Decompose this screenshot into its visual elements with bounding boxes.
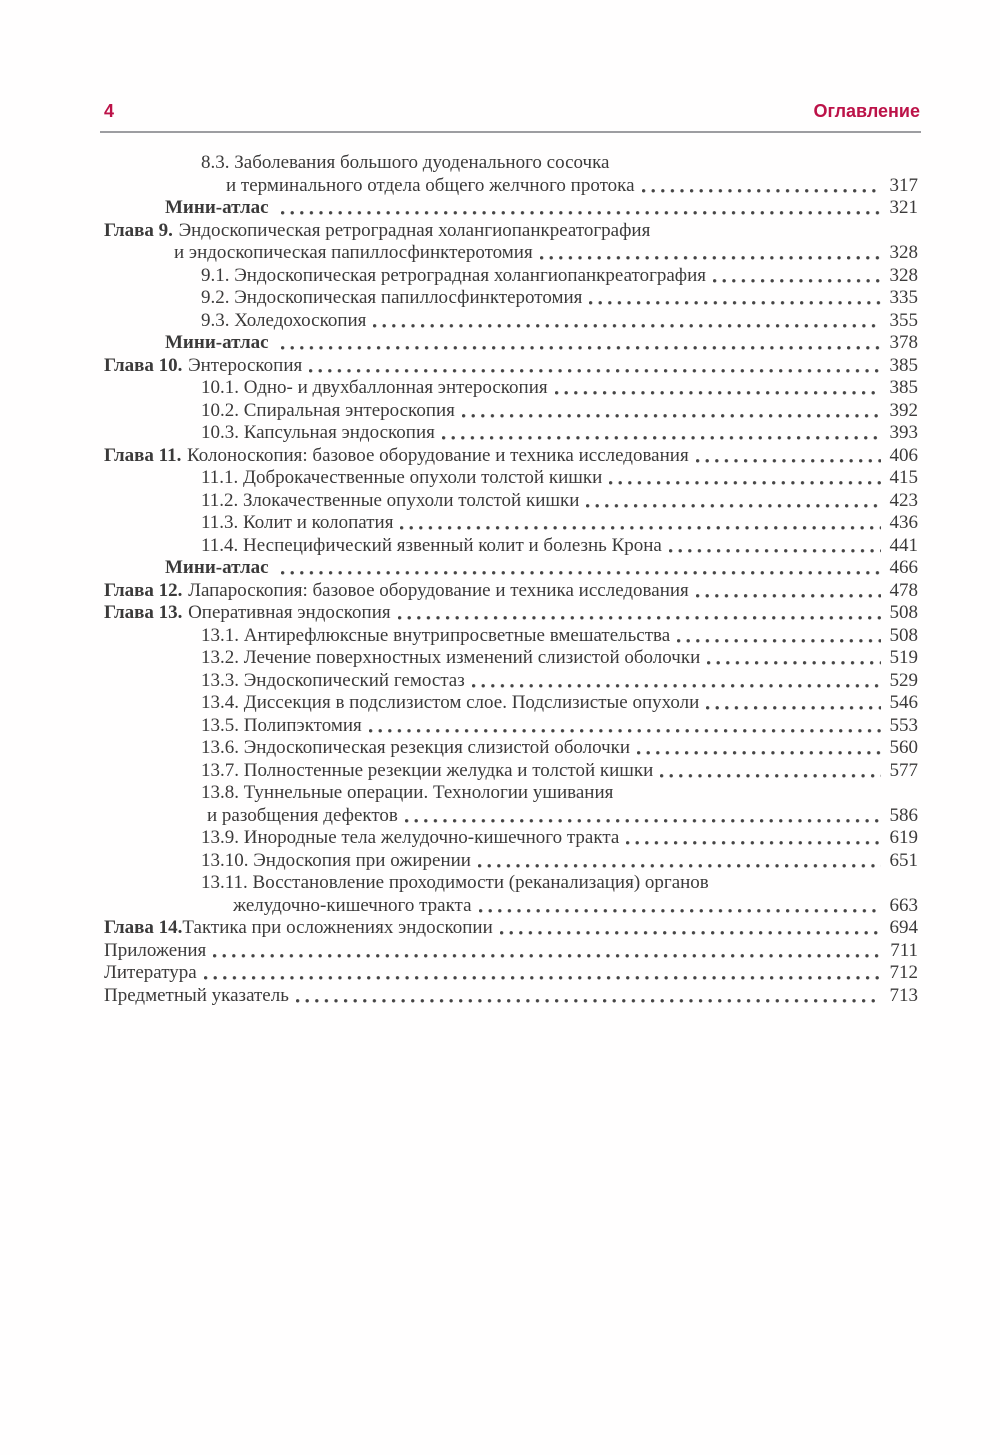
toc-entry-text: 9.2. Эндоскопическая папиллосфинктеротомия [201,287,583,308]
toc-entry-text: Колоноскопия: базовое оборудование и техника исследования [187,444,689,466]
toc-entry-page: 317 [889,174,918,196]
toc-entry [104,197,918,220]
toc-entry-text: 13.2. Лечение поверхностных изменений слизистой оболочки [201,647,701,668]
toc-entry-page: 694 [889,917,918,938]
dot-leader [540,242,881,265]
toc-entry-page: 619 [889,827,918,848]
toc-entry-page: 560 [889,737,918,758]
toc-entry-text: и эндоскопическая папиллосфинктеротомия [174,242,533,263]
toc-entry-text: 13.6. Эндоскопическая резекция слизистой оболочки [201,737,631,758]
dot-leader [637,737,881,760]
toc-entry-page: 651 [889,849,918,871]
toc-entry [104,265,918,288]
toc-entry [104,715,918,738]
toc-entry-text: 13.11. Восстановление проходимости (реканализация) органов [201,872,709,893]
toc-entry-page: 553 [889,714,918,736]
toc-entry [104,422,918,445]
toc-entry-text: 13.8. Туннельные операции. Технологии ушивания [201,782,614,803]
dot-leader [472,670,881,693]
page-number: 4 [104,101,115,121]
toc-entry-bold-label: Мини-атлас [165,197,269,218]
toc-entry-text: Лапароскопия: базовое оборудование и техника исследования [188,579,689,601]
dot-leader [462,400,881,423]
toc-entry [104,512,918,535]
toc-entry-text: 9.3. Холедохоскопия [201,309,367,331]
toc-entry [104,647,918,670]
toc-entry-text: Предметный указатель [104,984,289,1006]
dot-leader [309,355,881,378]
toc-entry-page: 328 [889,242,918,263]
toc-entry-text: Энтероскопия [188,354,303,376]
dot-leader [373,310,881,333]
toc-entry-page: 392 [889,399,918,421]
toc-entry-bold-label: Глава 13. [104,602,183,623]
toc-entry [104,692,918,715]
toc-entry-text: Приложения [104,939,207,961]
toc-entry [104,287,918,310]
toc-entry [104,310,918,333]
toc-entry-text: 11.4. Неспецифический язвенный колит и болезнь Крона [201,534,662,556]
dot-leader [281,197,881,220]
toc-entry [104,985,918,1008]
toc-entry [104,962,918,985]
toc-entry [104,490,918,513]
toc-entry-page: 713 [889,984,918,1006]
toc-entry-text: 8.3. Заболевания большого дуоденального сосочка [201,152,610,173]
toc-entry-page: 328 [889,264,918,286]
toc-entry [104,602,918,625]
toc-entry-page: 378 [889,332,918,353]
toc-entry [104,872,918,895]
toc-entry-page: 441 [889,534,918,556]
toc-entry-text: Литература [104,962,197,983]
toc-entry-bold-label: Глава 14. [104,917,183,938]
toc-entry-text: 11.1. Доброкачественные опухоли толстой кишки [201,467,603,488]
toc-entry-page: 335 [889,287,918,308]
dot-leader [296,985,881,1008]
dot-leader [677,625,881,648]
toc-entry-page: 436 [889,512,918,533]
toc-entry-text: 10.3. Капсульная эндоскопия [201,422,435,443]
dot-leader [479,895,881,918]
toc-entry [104,625,918,648]
dot-leader [398,602,881,625]
dot-leader [707,647,881,670]
toc-entry-page: 711 [890,939,918,961]
toc-entry-text: 13.7. Полностенные резекции желудка и толстой кишки [201,759,654,781]
toc-entry-bold-label: Мини-атлас [165,332,269,353]
toc-list [104,152,918,1007]
toc-entry-text: 13.4. Диссекция в подслизистом слое. Подслизистые опухоли [201,692,700,713]
toc-entry [104,332,918,355]
toc-entry [104,467,918,490]
toc-entry-bold-label: Глава 9. [104,219,173,241]
dot-leader [713,265,881,288]
dot-leader [369,715,881,738]
dot-leader [500,917,881,940]
toc-entry [104,242,918,265]
toc-entry-text: 10.1. Одно- и двухбаллонная энтероскопия [201,377,548,398]
dot-leader [281,332,881,355]
toc-entry-text: и разобщения дефектов [207,804,398,826]
toc-entry [104,917,918,940]
dot-leader [669,535,881,558]
dot-leader [696,445,881,468]
toc-entry [104,850,918,873]
dot-leader [589,287,881,310]
dot-leader [405,805,881,828]
dot-leader [555,377,881,400]
toc-entry [104,895,918,918]
header-rule [100,131,921,133]
dot-leader [660,760,881,783]
toc-entry [104,220,918,243]
toc-entry-page: 355 [889,309,918,331]
toc-entry-page: 423 [889,489,918,511]
toc-entry-text: 10.2. Спиральная энтероскопия [201,399,455,421]
toc-entry-text: Тактика при осложнениях эндоскопии [182,917,493,938]
toc-entry-page: 586 [889,804,918,826]
toc-entry-bold-label: Глава 10. [104,354,183,376]
toc-entry-page: 406 [889,444,918,466]
toc-entry-text: 11.2. Злокачественные опухоли толстой кишки [201,489,580,511]
toc-entry-page: 663 [889,894,918,916]
toc-entry [104,377,918,400]
toc-entry [104,805,918,828]
toc-entry-text: 13.5. Полипэктомия [201,714,362,736]
toc-entry [104,670,918,693]
toc-entry-page: 478 [889,579,918,601]
toc-entry-bold-label: Мини-атлас [165,557,269,578]
toc-entry-bold-label: Глава 11. [104,444,182,466]
toc-entry-text: и терминального отдела общего желчного протока [226,174,635,196]
toc-entry [104,737,918,760]
dot-leader [696,580,881,603]
toc-entry [104,400,918,423]
toc-entry [104,557,918,580]
toc-entry-text: 11.3. Колит и колопатия [201,512,394,533]
dot-leader [400,512,881,535]
toc-entry-text: Эндоскопическая ретроградная холангиопанкреатография [178,219,651,241]
dot-leader [281,557,881,580]
dot-leader [204,962,881,985]
dot-leader [642,175,881,198]
toc-entry-page: 712 [889,962,918,983]
page-title: Оглавление [813,101,920,121]
toc-entry-page: 546 [889,692,918,713]
toc-entry [104,827,918,850]
toc-entry-text: 13.10. Эндоскопия при ожирении [201,849,471,871]
toc-entry-text: желудочно-кишечного тракта [233,894,472,916]
toc-entry [104,152,918,175]
dot-leader [706,692,881,715]
dot-leader [586,490,881,513]
toc-entry-page: 577 [889,759,918,781]
toc-entry [104,760,918,783]
dot-leader [478,850,881,873]
dot-leader [609,467,881,490]
toc-entry [104,175,918,198]
page-header [0,0,1000,122]
dot-leader [626,827,881,850]
toc-entry-text: Оперативная эндоскопия [188,602,391,623]
dot-leader [442,422,881,445]
toc-entry-text: 9.1. Эндоскопическая ретроградная холангиопанкреатография [201,264,707,286]
toc-entry-page: 393 [889,422,918,443]
toc-entry-text: 13.1. Антирефлюксные внутрипросветные вмешательства [201,624,671,646]
toc-entry [104,535,918,558]
toc-entry-page: 519 [889,647,918,668]
toc-entry-page: 321 [889,197,918,218]
toc-entry-text: 13.9. Инородные тела желудочно-кишечного тракта [201,827,620,848]
toc-entry [104,782,918,805]
toc-entry-page: 385 [889,354,918,376]
toc-entry-page: 466 [889,557,918,578]
toc-entry [104,580,918,603]
toc-entry [104,940,918,963]
dot-leader [213,940,881,963]
toc-entry-page: 415 [889,467,918,488]
toc-entry-page: 508 [889,624,918,646]
toc-entry-text: 13.3. Эндоскопический гемостаз [201,669,465,691]
toc-entry-bold-label: Глава 12. [104,579,183,601]
toc-entry-page: 529 [889,669,918,691]
toc-entry [104,355,918,378]
toc-entry [104,445,918,468]
toc-entry-page: 385 [889,377,918,398]
toc-entry-page: 508 [889,602,918,623]
